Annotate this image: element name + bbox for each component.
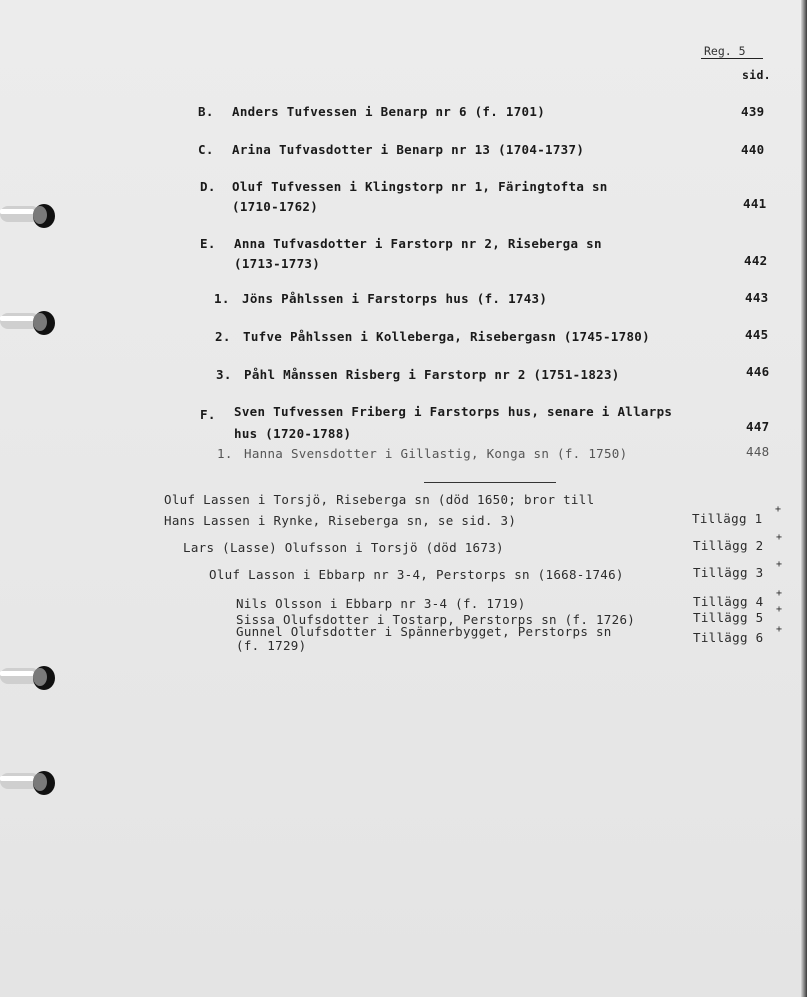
binder-ring-icon — [0, 767, 62, 797]
entry-text: Oluf Tufvessen i Klingstorp nr 1, Färingtofta sn — [232, 179, 608, 194]
sub-entry-text: Tufve Påhlssen i Kolleberga, Risebergasn (1745-1780) — [243, 329, 650, 344]
sub-entry-text: Jöns Påhlssen i Farstorps hus (f. 1743) — [242, 291, 548, 306]
addendum-text-cont: Hans Lassen i Rynke, Riseberga sn, se sid. 3) — [164, 513, 517, 528]
sub-entry-number: 1. — [214, 291, 230, 306]
sub-entry-text: Hanna Svensdotter i Gillastig, Konga sn (f. 1750) — [244, 446, 628, 461]
entry-text: Arina Tufvasdotter i Benarp nr 13 (1704-1737) — [232, 142, 585, 157]
entry-page: 441 — [743, 196, 767, 211]
entry-letter: C. — [198, 142, 214, 157]
sub-entry-page: 446 — [746, 364, 770, 379]
entry-text: Anna Tufvasdotter i Farstorp nr 2, Riseberga sn — [234, 236, 602, 251]
addendum-ref: Tillägg 3 — [693, 565, 764, 580]
binder-ring-icon — [0, 307, 62, 337]
sub-entry-text: Påhl Månssen Risberg i Farstorp nr 2 (1751-1823) — [244, 367, 620, 382]
entry-letter: D. — [200, 179, 216, 194]
page-column-heading: sid. — [742, 68, 771, 82]
addendum-ref: Tillägg 6 — [693, 630, 764, 645]
addendum-ref: Tillägg 1 — [692, 511, 763, 526]
binder-ring-icon — [0, 200, 62, 230]
entry-text-cont: hus (1720-1788) — [234, 426, 352, 441]
sub-entry-page: 445 — [745, 327, 769, 342]
sub-entry-number: 3. — [216, 367, 232, 382]
addendum-text: Oluf Lassen i Torsjö, Riseberga sn (död 1650; bror till — [164, 492, 595, 507]
binder-ring-icon — [0, 662, 62, 692]
page-edge — [801, 0, 807, 997]
plus-mark: + — [776, 604, 783, 615]
sub-entry-page: 448 — [746, 444, 770, 459]
addendum-text: Sissa Olufsdotter i Tostarp, Perstorps sn (f. 1726) — [236, 612, 636, 627]
addendum-text: Nils Olsson i Ebbarp nr 3-4 (f. 1719) — [236, 596, 526, 611]
addendum-text: Lars (Lasse) Olufsson i Torsjö (död 1673) — [183, 540, 504, 555]
entry-page: 439 — [741, 104, 765, 119]
plus-mark: + — [776, 532, 783, 543]
entry-letter: B. — [198, 104, 214, 119]
entry-letter: F. — [200, 407, 216, 422]
plus-mark: + — [776, 588, 783, 599]
addendum-ref: Tillägg 5 — [693, 610, 764, 625]
entry-text-cont: (1710-1762) — [232, 199, 319, 214]
addendum-ref: Tillägg 2 — [693, 538, 764, 553]
entry-page: 442 — [744, 253, 768, 268]
register-number: Reg. 5 — [704, 44, 746, 58]
addendum-text: Oluf Lasson i Ebbarp nr 3-4, Perstorps sn (1668-1746) — [209, 567, 624, 582]
plus-mark: + — [776, 559, 783, 570]
entry-page: 447 — [746, 419, 770, 434]
register-underline — [701, 58, 763, 59]
entry-text: Anders Tufvessen i Benarp nr 6 (f. 1701) — [232, 104, 546, 119]
entry-letter: E. — [200, 236, 216, 251]
entry-text: Sven Tufvessen Friberg i Farstorps hus, senare i Allarps — [234, 404, 673, 419]
sub-entry-page: 443 — [745, 290, 769, 305]
addendum-text: Gunnel Olufsdotter i Spännerbygget, Perstorps sn — [236, 624, 612, 639]
addendum-ref: Tillägg 4 — [693, 594, 764, 609]
plus-mark: + — [776, 624, 783, 635]
addendum-text-cont: (f. 1729) — [236, 638, 307, 653]
entry-page: 440 — [741, 142, 765, 157]
sub-entry-number: 2. — [215, 329, 231, 344]
section-divider — [424, 482, 556, 483]
plus-mark: + — [775, 504, 782, 515]
sub-entry-number: 1. — [217, 446, 233, 461]
entry-text-cont: (1713-1773) — [234, 256, 321, 271]
